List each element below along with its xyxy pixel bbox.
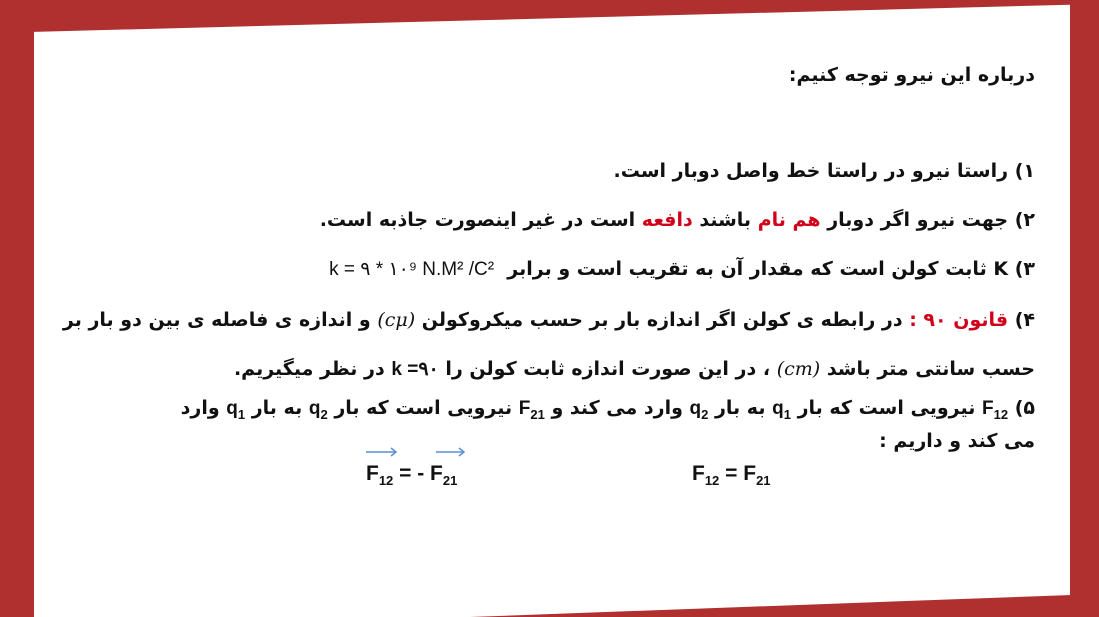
item-5-f12: $F_{12}$ xyxy=(982,398,1009,422)
vector-arrows xyxy=(360,444,490,460)
magnitude-equation-mid: = F xyxy=(719,462,757,485)
item-2-part1: جهت نیرو اگر دوبار xyxy=(827,209,1009,231)
item-3-number: ۳) xyxy=(1014,258,1035,280)
item-5-q2b: $q_2$ xyxy=(308,398,328,422)
item-4-unit-microcoulomb: (cμ) xyxy=(377,309,416,331)
item-1 xyxy=(614,160,1035,182)
vector-equation xyxy=(366,462,457,488)
item-5-t5: به بار xyxy=(251,397,303,419)
red-border-top xyxy=(0,0,1099,32)
magnitude-equation xyxy=(692,462,771,488)
item-4-line-1 xyxy=(63,309,1035,331)
item-2-part3: است در غیر اینصورت جاذبه است. xyxy=(319,209,636,231)
item-4-line-2 xyxy=(234,358,1035,381)
item-5-line-2: می کند و داریم : xyxy=(879,430,1035,452)
magnitude-equation-right-sub: 21 xyxy=(756,473,771,489)
item-2-highlight-same-name: هم نام xyxy=(757,209,821,231)
item-2-number: ۲) xyxy=(1014,209,1035,231)
item-1-text: راستا نیرو در راستا خط واصل دوبار است. xyxy=(613,160,1009,182)
item-4-highlight-law-90: قانون ۹۰ : xyxy=(909,309,1009,331)
vector-equation-mid: = - F xyxy=(393,462,443,485)
vector-equation-left: $F_{12}$ xyxy=(366,462,394,489)
item-3 xyxy=(329,258,1035,281)
item-4-line1-text: در رابطه ی کولن اگر اندازه بار بر حسب میکروکولن xyxy=(421,309,903,331)
vector-arrow-icon-f21 xyxy=(436,448,464,456)
item-3-text: ثابت کولن است که مقدار آن به تقریب است و برابر xyxy=(507,258,987,280)
red-border-right xyxy=(1070,0,1099,617)
item-5-q1: $q_1$ xyxy=(772,398,791,422)
item-4-line2-text: ، در این صورت اندازه ثابت کولن را xyxy=(445,358,771,380)
item-1-number: ۱) xyxy=(1014,160,1035,182)
red-border-bottom xyxy=(0,594,1099,617)
item-5-t2: به بار xyxy=(714,397,766,419)
red-border-bottom-left xyxy=(0,600,34,617)
item-5-t1: نیرویی است که بار xyxy=(797,397,976,419)
item-5-f21: $F_{21}$ xyxy=(518,398,545,422)
item-4-number: ۴) xyxy=(1014,309,1035,331)
item-4-line1-tail: و اندازه ی فاصله ی بین دو بار بر xyxy=(62,309,371,331)
red-border-left xyxy=(0,0,34,617)
item-5-t6: وارد xyxy=(180,397,220,419)
vector-equation-right-sub: 21 xyxy=(442,473,458,489)
item-2 xyxy=(320,209,1035,231)
magnitude-equation-left: $F_{12}$ xyxy=(692,462,720,489)
item-4-unit-cm: (cm) xyxy=(776,358,821,380)
item-5-t4: نیرویی است که بار xyxy=(334,397,513,419)
item-3-formula: k = ۹ * ۱۰⁹ N.M² /C² xyxy=(329,259,495,280)
item-4-k-value: k =۹۰ xyxy=(391,359,439,380)
item-4-line2-tail: در نظر میگیریم. xyxy=(233,358,385,380)
heading: درباره این نیرو توجه کنیم: xyxy=(788,64,1035,86)
item-2-part2: باشند xyxy=(699,209,752,231)
item-3-symbol: K xyxy=(993,258,1009,280)
vector-arrow-icon-f12 xyxy=(366,448,396,456)
item-5-q1b: $q_1$ xyxy=(226,398,246,422)
item-5-q2: $q_2$ xyxy=(689,398,709,422)
item-5-line-1 xyxy=(181,397,1035,422)
item-5-number: ۵) xyxy=(1014,397,1035,419)
item-4-line2-start: حسب سانتی متر باشد xyxy=(826,358,1035,380)
item-2-highlight-repulsive: دافعه xyxy=(641,209,693,231)
item-5-t3: وارد می کند و xyxy=(551,397,683,419)
